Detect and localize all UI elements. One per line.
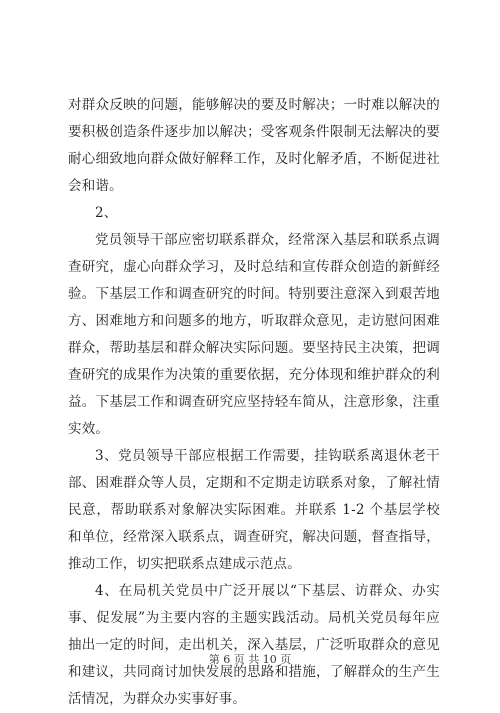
paragraph-item-2-body: 党员领导干部应密切联系群众，经常深入基层和联系点调查研究，虚心向群众学习，及时总结和宣传群众创造的新鲜经验。下基层工作和调查研究的时间。特别要注意深入到艰苦地方、困难地方和问题多的地方，听取群众意见，走访慰问困难群众，帮助基层和群众解决实际问题。要坚持民主决策，把调查研究的成果作为决策的重要依据，充分体现和维护群众的利益。下基层工作和调查研究应坚持轻车简从，注意形象，注重实效。 bbox=[68, 232, 440, 437]
paragraph-item-2-heading: 2、 bbox=[95, 205, 118, 221]
page-number-footer: 第 6 页 共 10 页 bbox=[208, 653, 292, 666]
paragraph-item-4: 4、在局机关党员中广泛开展以“下基层、访群众、办实事、促发展”为主要内容的主题实践活动。局机关党员每年应抽出一定的时间，走出机关，深入基层，广泛听取群众的意见和建议，共同商讨加快发展的思路和措施，了解群众的生产生活情况，为群众办实事好事。 bbox=[68, 583, 440, 707]
document-body bbox=[68, 92, 440, 713]
paragraph-continuation: 对群众反映的问题，能够解决的要及时解决；一时难以解决的要积极创造条件逐步加以解决；受客观条件限制无法解决的要耐心细致地向群众做好解释工作，及时化解矛盾，不断促进社会和谐。 bbox=[68, 97, 440, 194]
paragraph-item-3: 3、党员领导干部应根据工作需要，挂钩联系离退休老干部、困难群众等人员，定期和不定期走访联系对象，了解社情民意，帮助联系对象解决实际困难。并联系 1-2 个基层学校和单位，经常深入联系点，调查研究，解决问题，督查指导，推动工作，切实把联系点建成示范点。 bbox=[68, 448, 440, 572]
